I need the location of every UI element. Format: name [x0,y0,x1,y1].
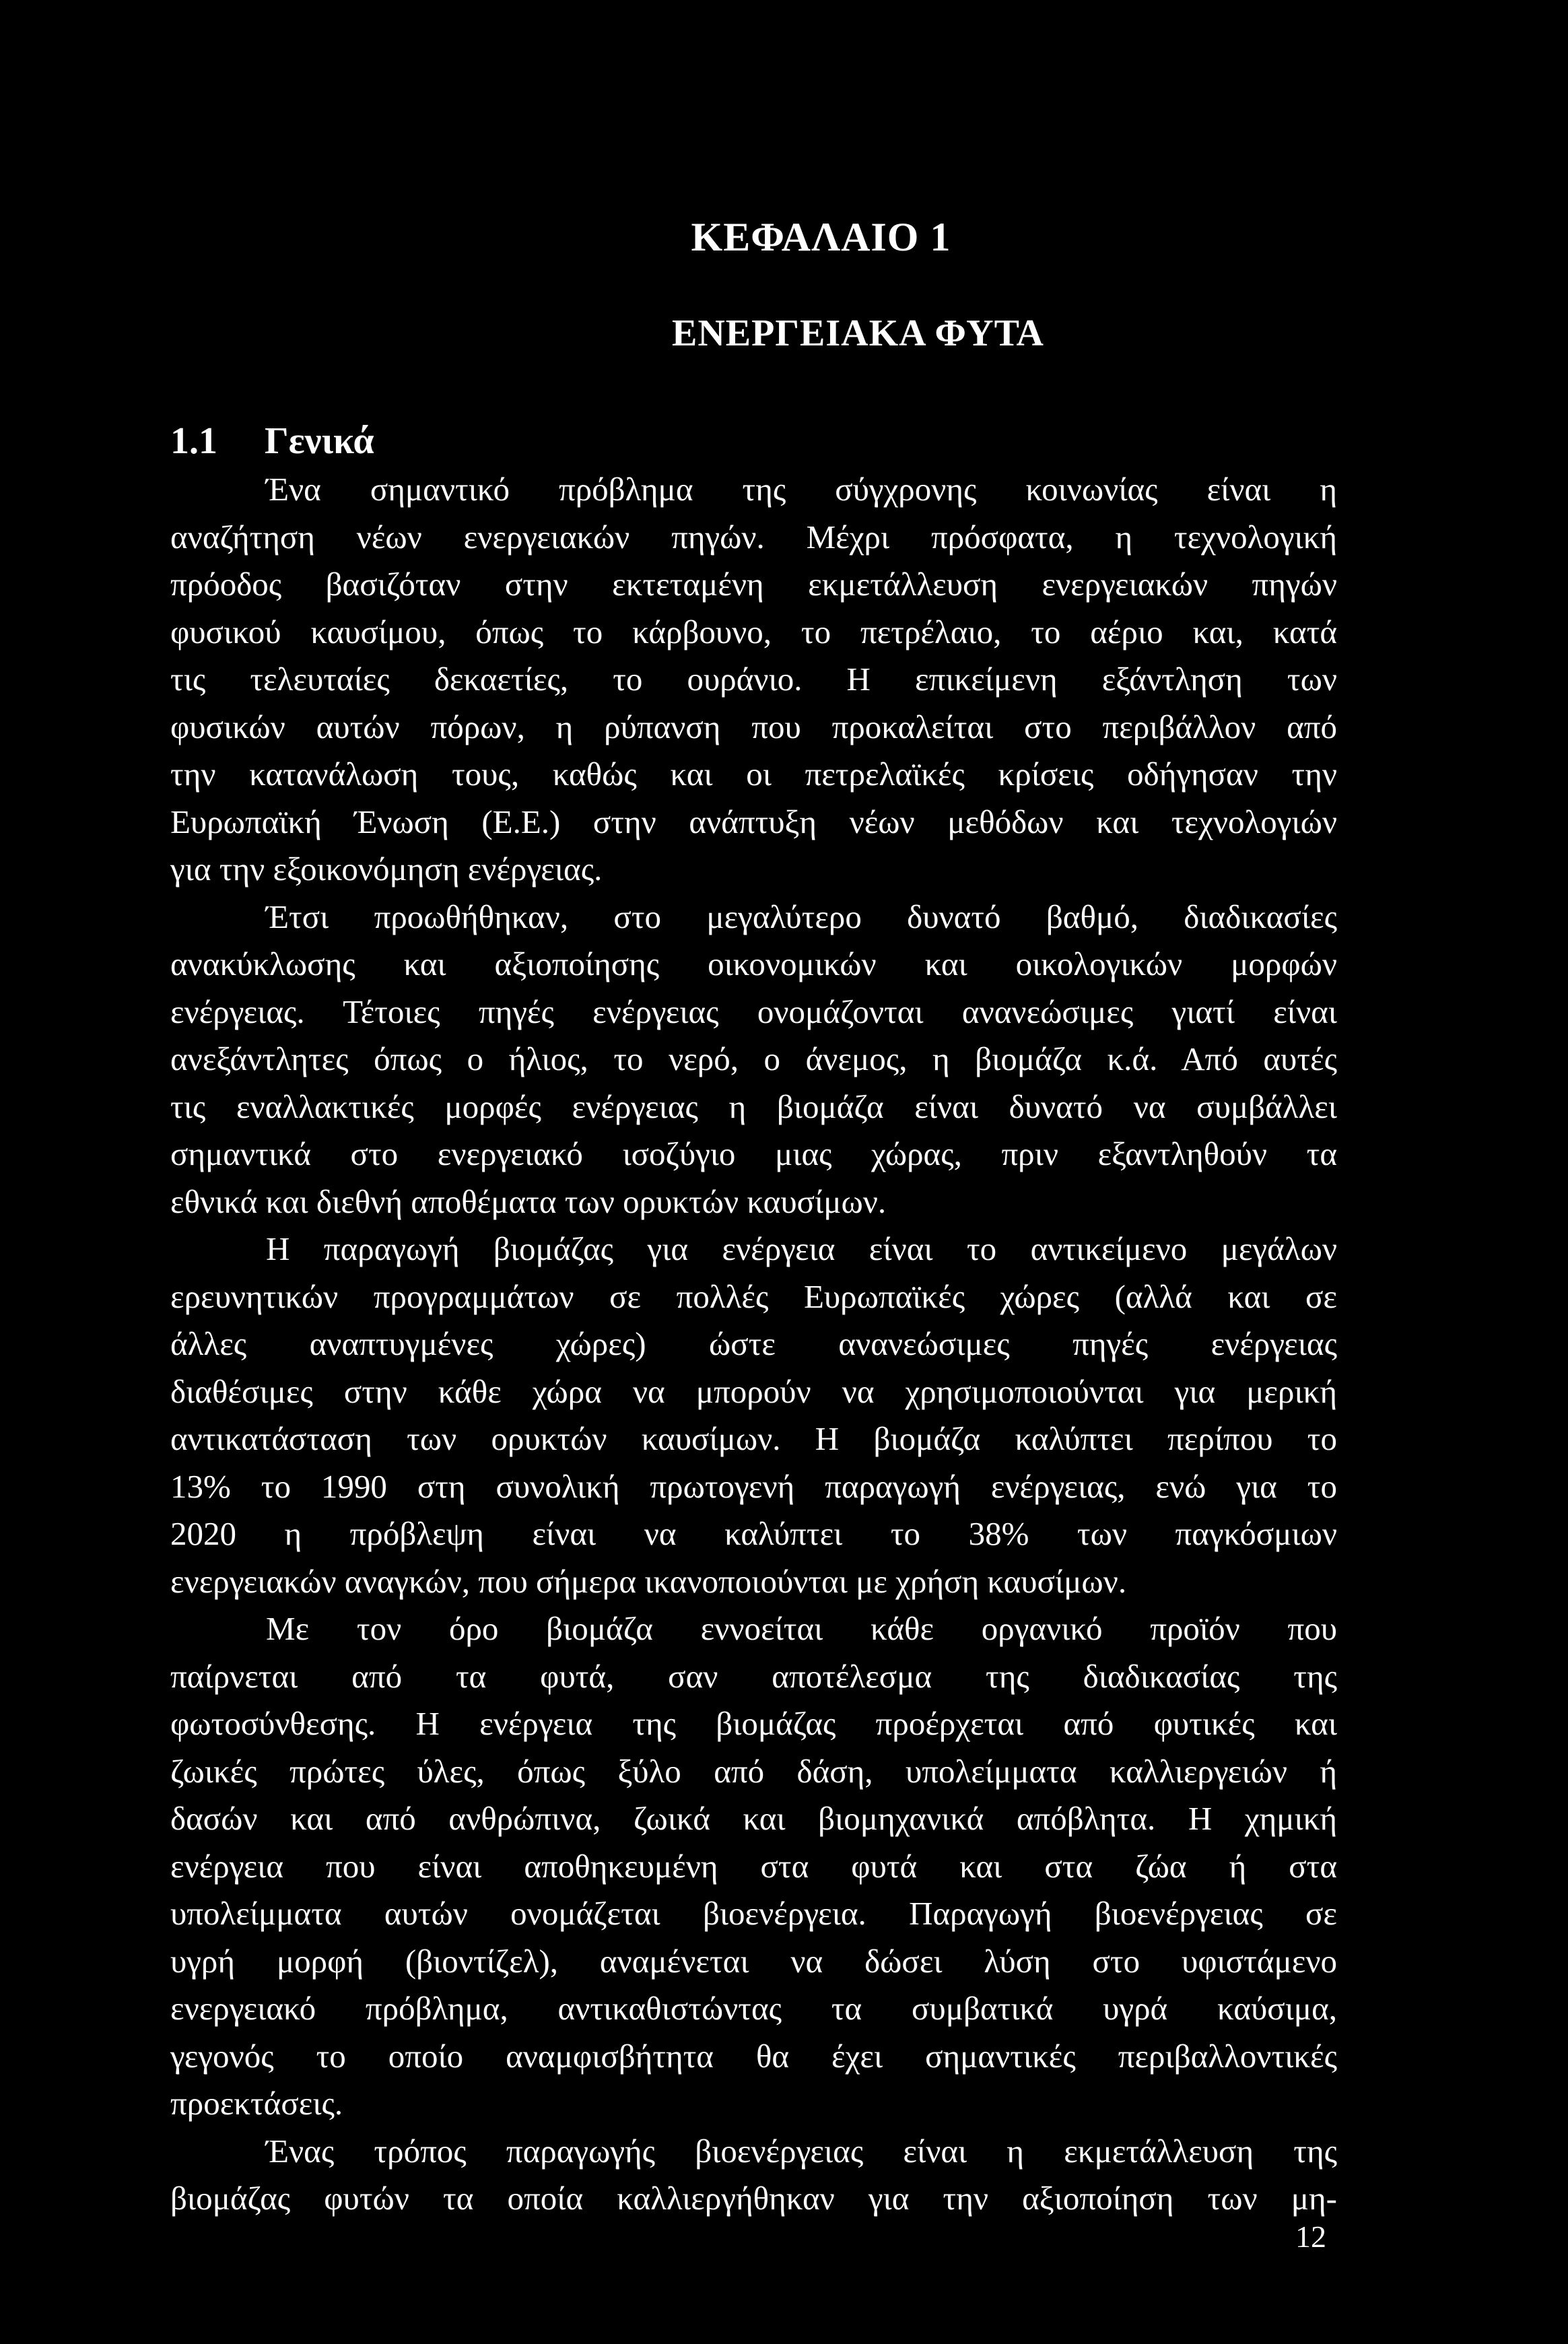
section-title: Γενικά [265,420,374,462]
text-line: αναζήτηση νέων ενεργειακών πηγών. Μέχρι πρόσφατα, η τεχνολογική [170,518,1337,556]
text-line: 13% το 1990 στη συνολική πρωτογενή παραγωγή ενέργειας, ενώ για το [170,1467,1337,1505]
body-text [170,466,1337,2223]
text-line: υγρή μορφή (βιοντίζελ), αναμένεται να δώσει λύση στο υφιστάμενο [170,1942,1337,1980]
section-heading [170,414,374,468]
text-line: γεγονός το οποίο αναμφισβήτητα θα έχει σημαντικές περιβαλλοντικές [170,2037,1337,2075]
text-line: ενεργειακό πρόβλημα, αντικαθιστώντας τα συμβατικά υγρά καύσιμα, [170,1990,1337,2027]
text-line: 2020 η πρόβλεψη είναι να καλύπτει το 38% των παγκόσμιων [170,1515,1337,1552]
text-line: υπολείμματα αυτών ονομάζεται βιοενέργεια. Παραγωγή βιοενέργειας σε [170,1895,1337,1932]
text-line: ζωικές πρώτες ύλες, όπως ξύλο από δάση, υπολείμματα καλλιεργειών ή [170,1752,1337,1790]
section-number: 1.1 [170,420,217,462]
text-line: ερευνητικών προγραμμάτων σε πολλές Ευρωπαϊκές χώρες (αλλά και σε [170,1277,1337,1315]
text-line: εθνικά και διεθνή αποθέματα των ορυκτών καυσίμων. [170,1182,887,1220]
text-line: ενεργειακών αναγκών, που σήμερα ικανοποιούνται με χρήση καυσίμων. [170,1562,1127,1600]
text-line: ενέργειας. Τέτοιες πηγές ενέργειας ονομάζονται ανανεώσιμες γιατί είναι [170,993,1337,1030]
text-line: Έτσι προωθήθηκαν, στο μεγαλύτερο δυνατό βαθμό, διαδικασίες [266,898,1337,935]
text-line: ενέργεια που είναι αποθηκευμένη στα φυτά και στα ζώα ή στα [170,1847,1337,1885]
text-line: βιομάζας φυτών τα οποία καλλιεργήθηκαν για την αξιοποίηση των μη- [170,2180,1337,2217]
text-line: δασών και από ανθρώπινα, ζωικά και βιομηχανικά απόβλητα. Η χημική [170,1800,1337,1837]
text-line: την κατανάλωση τους, καθώς και οι πετρελαϊκές κρίσεις οδήγησαν την [170,756,1337,793]
text-line: αντικατάσταση των ορυκτών καυσίμων. Η βιομάζα καλύπτει περίπου το [170,1420,1337,1457]
chapter-title: ΕΝΕΡΓΕΙΑΚΑ ΦΥΤΑ [672,312,1044,354]
page-number: 12 [1295,2219,1326,2254]
text-line: τις εναλλακτικές μορφές ενέργειας η βιομάζα είναι δυνατό να συμβάλλει [170,1087,1337,1125]
text-line: φυσικών αυτών πόρων, η ρύπανση που προκαλείται στο περιβάλλον από [170,708,1337,745]
text-line: πρόοδος βασιζόταν στην εκτεταμένη εκμετάλλευση ενεργειακών πηγών [170,566,1337,603]
text-line: διαθέσιμες στην κάθε χώρα να μπορούν να χρησιμοποιούνται για μερική [170,1372,1337,1410]
text-line: Ένας τρόπος παραγωγής βιοενέργειας είναι η εκμετάλλευση της [266,2132,1337,2170]
chapter-label: ΚΕΦΑΛΑΙΟ 1 [691,215,951,259]
text-line: προεκτάσεις. [170,2085,343,2122]
text-line: σημαντικά στο ενεργειακό ισοζύγιο μιας χώρας, πριν εξαντληθούν τα [170,1135,1337,1172]
text-line: Ευρωπαϊκή Ένωση (Ε.Ε.) στην ανάπτυξη νέων μεθόδων και τεχνολογιών [170,803,1337,840]
text-line: Ένα σημαντικό πρόβλημα της σύγχρονης κοινωνίας είναι η [266,471,1337,508]
text-line: για την εξοικονόμηση ενέργειας. [170,850,603,888]
text-line: Με τον όρο βιομάζα εννοείται κάθε οργανικό προϊόν που [266,1610,1337,1647]
text-line: άλλες αναπτυγμένες χώρες) ώστε ανανεώσιμες πηγές ενέργειας [170,1325,1337,1362]
text-line: τις τελευταίες δεκαετίες, το ουράνιο. Η επικείμενη εξάντληση των [170,661,1337,698]
text-line: ανακύκλωσης και αξιοποίησης οικονομικών και οικολογικών μορφών [170,945,1337,982]
text-line: παίρνεται από τα φυτά, σαν αποτέλεσμα της διαδικασίας της [170,1657,1337,1695]
text-line: ανεξάντλητες όπως ο ήλιος, το νερό, ο άνεμος, η βιομάζα κ.ά. Από αυτές [170,1040,1337,1077]
text-line: Η παραγωγή βιομάζας για ενέργεια είναι το αντικείμενο μεγάλων [266,1230,1337,1267]
text-line: φωτοσύνθεσης. Η ενέργεια της βιομάζας προέρχεται από φυτικές και [170,1705,1337,1742]
text-line: φυσικού καυσίμου, όπως το κάρβουνο, το πετρέλαιο, το αέριο και, κατά [170,613,1337,650]
